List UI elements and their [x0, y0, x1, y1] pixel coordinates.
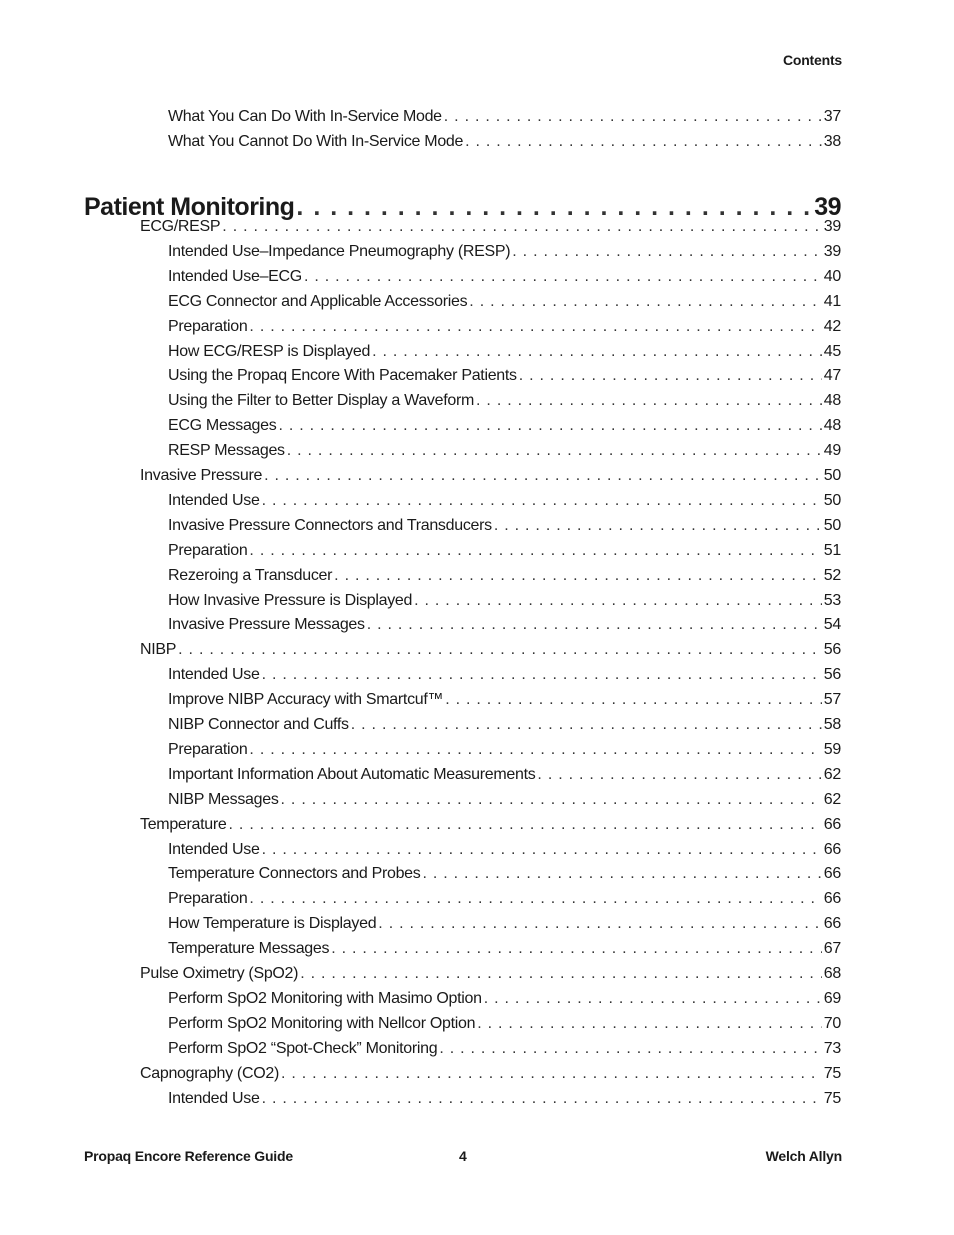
toc-entry-title: What You Cannot Do With In-Service Mode	[168, 133, 464, 150]
toc-entry-title: Improve NIBP Accuracy with Smartcuf™	[168, 691, 444, 709]
toc-entry[interactable]	[168, 316, 841, 338]
toc-entry-title: Intended Use	[168, 491, 260, 509]
toc-entry-page: 66	[823, 915, 841, 933]
toc-entry-page: 57	[823, 691, 841, 709]
toc-entry-title: Perform SpO2 Monitoring with Masimo Option	[168, 989, 482, 1007]
toc-entry-title: ECG/RESP	[140, 218, 221, 235]
toc-entry-title: Temperature	[140, 815, 227, 833]
toc-entry-title: NIBP Connector and Cuffs	[168, 716, 349, 733]
dot-leader	[537, 764, 821, 786]
toc-entry-page: 70	[823, 1014, 841, 1032]
dot-leader	[484, 988, 822, 1010]
toc-entry-title: Patient Monitoring	[84, 193, 295, 221]
toc-entry[interactable]	[168, 689, 841, 711]
toc-entry-page: 42	[823, 317, 841, 335]
toc-entry-page: 75	[823, 1089, 841, 1107]
dot-leader	[476, 390, 822, 412]
toc-entry-title: Preparation	[168, 541, 248, 559]
toc-entry-title: Using the Filter to Better Display a Waveform	[168, 392, 475, 410]
toc-entry-page: 58	[823, 716, 841, 733]
toc-entry-page: 54	[823, 616, 841, 634]
toc-entry-page: 51	[823, 541, 841, 559]
toc-entry[interactable]	[168, 789, 841, 811]
toc-entry-page: 62	[823, 765, 841, 783]
toc-entry-page: 75	[823, 1064, 841, 1082]
toc-entry-page: 41	[823, 292, 841, 310]
dot-leader	[445, 689, 822, 711]
toc-entry-page: 39	[823, 242, 841, 260]
toc-entry[interactable]	[168, 839, 841, 861]
toc-entry-title: Rezeroing a Transducer	[168, 566, 333, 584]
dot-leader	[281, 789, 822, 811]
toc-entry-page: 50	[823, 467, 841, 484]
dot-leader	[249, 316, 821, 338]
toc-entry[interactable]	[168, 131, 841, 153]
toc-entry[interactable]	[168, 540, 841, 562]
toc-entry[interactable]	[140, 814, 841, 836]
toc-entry-page: 56	[823, 641, 841, 659]
dot-leader	[372, 341, 822, 363]
dot-leader	[439, 1038, 821, 1060]
toc-entry-title: RESP Messages	[168, 442, 285, 460]
toc-entry-page: 62	[823, 790, 841, 808]
toc-entry-page: 59	[823, 740, 841, 758]
dot-leader	[262, 839, 822, 861]
dot-leader	[287, 440, 822, 462]
toc-entry-page: 39	[823, 218, 841, 235]
toc-entry[interactable]	[168, 938, 841, 960]
toc-entry[interactable]	[168, 106, 841, 128]
toc-entry-page: 52	[823, 566, 841, 584]
footer-page-number: 4	[459, 1148, 467, 1164]
toc-entry-title: Perform SpO2 “Spot-Check” Monitoring	[168, 1039, 438, 1057]
dot-leader	[422, 863, 821, 885]
toc-entry-page: 66	[823, 815, 841, 833]
dot-leader	[262, 1088, 822, 1110]
dot-leader	[262, 490, 822, 512]
dot-leader	[249, 739, 821, 761]
toc-entry-page: 50	[823, 491, 841, 509]
toc-entry[interactable]	[140, 963, 841, 985]
toc-entry-title: Capnography (CO2)	[140, 1064, 279, 1082]
toc-entry[interactable]	[168, 988, 841, 1010]
dot-leader	[334, 565, 822, 587]
toc-entry-title: Intended Use	[168, 840, 260, 858]
footer-publisher: Welch Allyn	[765, 1148, 842, 1164]
toc-entry[interactable]	[140, 1063, 841, 1085]
toc-entry-page: 66	[823, 890, 841, 908]
toc-entry-title: Intended Use–ECG	[168, 267, 302, 285]
dot-leader	[367, 614, 822, 636]
toc-entry[interactable]	[140, 465, 841, 487]
toc-entry-title: Important Information About Automatic Measurements	[168, 765, 536, 783]
toc-entry-title: Intended Use	[168, 666, 260, 684]
dot-leader	[494, 515, 822, 537]
toc-entry[interactable]	[140, 639, 841, 661]
toc-entry-page: 66	[823, 865, 841, 883]
dot-leader	[249, 888, 821, 910]
toc-entry-page: 73	[823, 1039, 841, 1057]
toc-entry[interactable]	[168, 291, 841, 313]
toc-entry-title: Pulse Oximetry (SpO2)	[140, 965, 299, 982]
toc-entry[interactable]	[168, 739, 841, 761]
toc-entry-page: 40	[823, 267, 841, 285]
toc-entry-page: 56	[823, 666, 841, 684]
toc-entry[interactable]	[168, 863, 841, 885]
footer-document-title: Propaq Encore Reference Guide	[84, 1148, 293, 1164]
toc-entry-page: 66	[823, 840, 841, 858]
dot-leader	[378, 913, 822, 935]
dot-leader	[249, 540, 821, 562]
toc-entry[interactable]	[168, 565, 841, 587]
toc-entry[interactable]	[168, 515, 841, 537]
toc-entry-title: ECG Messages	[168, 417, 277, 435]
toc-entry[interactable]	[140, 216, 841, 238]
toc-entry-title: Invasive Pressure Messages	[168, 616, 365, 634]
toc-entry-page: 37	[823, 108, 841, 125]
dot-leader	[178, 639, 822, 661]
toc-entry-title: Temperature Connectors and Probes	[168, 865, 421, 883]
dot-leader	[222, 216, 822, 238]
toc-entry-title: NIBP	[140, 641, 177, 659]
toc-entry[interactable]	[168, 714, 841, 736]
toc-entry-page: 47	[823, 367, 841, 385]
toc-entry[interactable]	[168, 390, 841, 412]
toc-entry-title: What You Can Do With In-Service Mode	[168, 108, 442, 125]
toc-entry-title: Intended Use–Impedance Pneumography (RESP)	[168, 242, 511, 260]
toc-entry-title: Preparation	[168, 317, 248, 335]
toc-entry-page: 67	[823, 940, 841, 958]
toc-entry[interactable]	[168, 440, 841, 462]
toc-entry[interactable]	[168, 415, 841, 437]
toc-entry-title: Preparation	[168, 740, 248, 758]
dot-leader	[304, 266, 822, 288]
running-header: Contents	[782, 52, 842, 68]
toc-entry-page: 69	[823, 989, 841, 1007]
dot-leader	[414, 590, 822, 612]
toc-entry-title: Invasive Pressure	[140, 467, 263, 484]
dot-leader	[519, 365, 822, 387]
toc-entry-page: 48	[823, 392, 841, 410]
dot-leader	[331, 938, 822, 960]
dot-leader	[351, 714, 822, 736]
dot-leader	[229, 814, 822, 836]
toc-entry[interactable]	[168, 490, 841, 512]
toc-entry-page: 39	[814, 193, 841, 221]
toc-entry[interactable]	[168, 764, 841, 786]
toc-entry[interactable]	[168, 341, 841, 363]
toc-entry-title: NIBP Messages	[168, 790, 279, 808]
toc-entry[interactable]	[168, 1013, 841, 1035]
toc-entry-title: Using the Propaq Encore With Pacemaker Patients	[168, 367, 517, 385]
toc-entry-title: Temperature Messages	[168, 940, 330, 958]
toc-entry[interactable]	[168, 664, 841, 686]
dot-leader	[444, 106, 822, 128]
dot-leader	[465, 131, 822, 153]
toc-entry-title: How Temperature is Displayed	[168, 915, 377, 933]
toc-entry-page: 45	[823, 342, 841, 360]
dot-leader	[300, 963, 822, 985]
toc-entry[interactable]	[168, 614, 841, 636]
toc-entry[interactable]	[168, 1088, 841, 1110]
dot-leader	[469, 291, 822, 313]
toc-entry[interactable]	[168, 590, 841, 612]
dot-leader	[512, 241, 822, 263]
toc-entry[interactable]	[168, 241, 841, 263]
toc-entry[interactable]	[168, 266, 841, 288]
toc-entry[interactable]	[168, 365, 841, 387]
toc-entry-page: 48	[823, 417, 841, 435]
toc-entry-title: Invasive Pressure Connectors and Transducers	[168, 516, 492, 534]
dot-leader	[262, 664, 822, 686]
toc-entry-page: 68	[823, 965, 841, 982]
toc-entry-title: Perform SpO2 Monitoring with Nellcor Option	[168, 1014, 476, 1032]
toc-entry[interactable]	[168, 913, 841, 935]
toc-entry-page: 38	[823, 133, 841, 150]
toc-entry-title: How ECG/RESP is Displayed	[168, 342, 371, 360]
toc-entry[interactable]	[168, 888, 841, 910]
dot-leader	[264, 465, 822, 487]
toc-entry-title: Intended Use	[168, 1089, 260, 1107]
dot-leader	[281, 1063, 822, 1085]
toc-entry-page: 53	[823, 591, 841, 609]
toc-entry-page: 50	[823, 516, 841, 534]
toc-entry-page: 49	[823, 442, 841, 460]
toc-entry-title: Preparation	[168, 890, 248, 908]
toc-entry-title: ECG Connector and Applicable Accessories	[168, 292, 468, 310]
toc-entry-title: How Invasive Pressure is Displayed	[168, 591, 413, 609]
dot-leader	[278, 415, 821, 437]
toc-entry[interactable]	[168, 1038, 841, 1060]
dot-leader	[477, 1013, 822, 1035]
